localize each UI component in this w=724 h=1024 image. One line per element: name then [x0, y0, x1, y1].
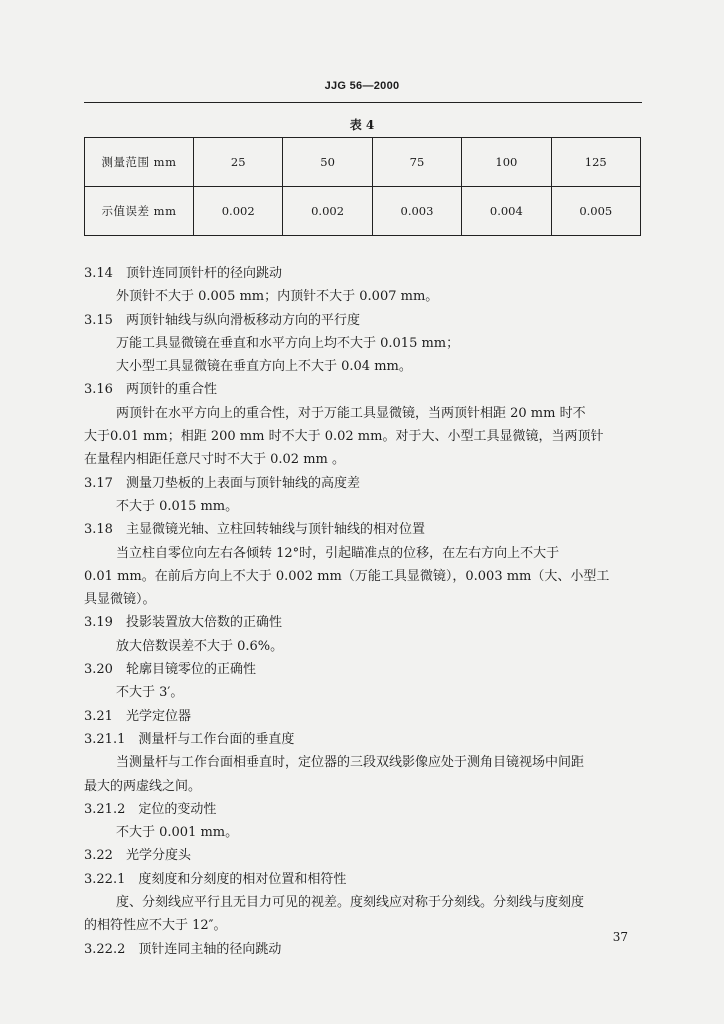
- section-heading: 3.14 顶针连同顶针杆的径向跳动: [84, 266, 282, 281]
- section-heading: 3.21.1 测量杆与工作台面的垂直度: [84, 731, 295, 747]
- table-cell: 75: [372, 138, 461, 187]
- table-row-label: 测量范围 mm: [85, 138, 194, 187]
- section-heading: 3.21.2 定位的变动性: [84, 801, 217, 817]
- section-heading: 3.18 主显微镜光轴、立柱回转轴线与顶针轴线的相对位置: [84, 522, 425, 538]
- paragraph-line: 当测量杆与工作台面相垂直时，定位器的三段双线影像应处于测角目镜视场中间距: [116, 755, 585, 771]
- paragraph-line: 当立柱自零位向左右各倾转 12°时，引起瞄准点的位移，在左右方向上不大于: [116, 545, 560, 561]
- table-cell: 0.004: [462, 187, 551, 236]
- paragraph-line: 具显微镜）。: [84, 592, 156, 608]
- paragraph-line: 放大倍数误差不大于 0.6%。: [116, 638, 284, 654]
- table-cell: 50: [283, 138, 372, 187]
- paragraph-line: 大小型工具显微镜在垂直方向上不大于 0.04 mm。: [116, 359, 412, 375]
- table-row: [85, 187, 641, 236]
- header-rule: [84, 102, 642, 103]
- table-cell: 0.003: [372, 187, 461, 236]
- paragraph-line: 万能工具显微镜在垂直和水平方向上均不大于 0.015 mm；: [116, 335, 460, 351]
- running-header: JJG 56—2000: [324, 80, 400, 92]
- table-cell: 25: [194, 138, 283, 187]
- paragraph-line: 大于0.01 mm；相距 200 mm 时不大于 0.02 mm。对于大、小型工具显微镜，当两顶针: [84, 429, 604, 445]
- table-caption: 表 4: [349, 118, 375, 132]
- paragraph-line: 两顶针在水平方向上的重合性，对于万能工具显微镜，当两顶针相距 20 mm 时不: [116, 405, 586, 421]
- table-row-label: 示值误差 mm: [85, 187, 194, 236]
- section-heading: 3.17 测量刀垫板的上表面与顶针轴线的高度差: [84, 475, 360, 491]
- section-heading: 3.20 轮廓目镜零位的正确性: [84, 662, 256, 678]
- section-heading: 3.22.1 度刻度和分刻度的相对位置和相符性: [84, 871, 347, 887]
- paragraph-line: 外顶针不大于 0.005 mm；内顶针不大于 0.007 mm。: [116, 289, 439, 305]
- table-row: [85, 138, 641, 187]
- paragraph-line: 不大于 0.015 mm。: [116, 498, 239, 514]
- section-heading: 3.16 两顶针的重合性: [84, 382, 217, 398]
- table-cell: 0.002: [283, 187, 372, 236]
- spec-table: [84, 137, 641, 236]
- section-heading: 3.22.2 顶针连同主轴的径向跳动: [84, 941, 282, 957]
- table-cell: 100: [462, 138, 551, 187]
- page-number: 37: [612, 930, 628, 944]
- paragraph-line: 最大的两虚线之间。: [84, 778, 202, 794]
- table-cell: 0.005: [551, 187, 640, 236]
- section-heading: 3.19 投影装置放大倍数的正确性: [84, 615, 282, 631]
- paragraph-line: 在量程内相距任意尺寸时不大于 0.02 mm 。: [84, 452, 345, 468]
- paragraph-line: 不大于 3′。: [116, 685, 184, 701]
- section-heading: 3.21 光学定位器: [84, 708, 191, 724]
- section-heading: 3.22 光学分度头: [84, 848, 191, 864]
- paragraph-line: 的相符性应不大于 12″。: [84, 918, 227, 934]
- table-cell: 125: [551, 138, 640, 187]
- body-text: [84, 262, 642, 961]
- section-heading: 3.15 两顶针轴线与纵向滑板移动方向的平行度: [84, 312, 360, 328]
- paragraph-line: 度、分刻线应平行且无目力可见的视差。度刻线应对称于分刻线。分刻线与度刻度: [116, 895, 585, 911]
- table-cell: 0.002: [194, 187, 283, 236]
- paragraph-line: 0.01 mm。在前后方向上不大于 0.002 mm（万能工具显微镜），0.003 mm（大、小型工: [84, 568, 610, 584]
- paragraph-line: 不大于 0.001 mm。: [116, 825, 239, 841]
